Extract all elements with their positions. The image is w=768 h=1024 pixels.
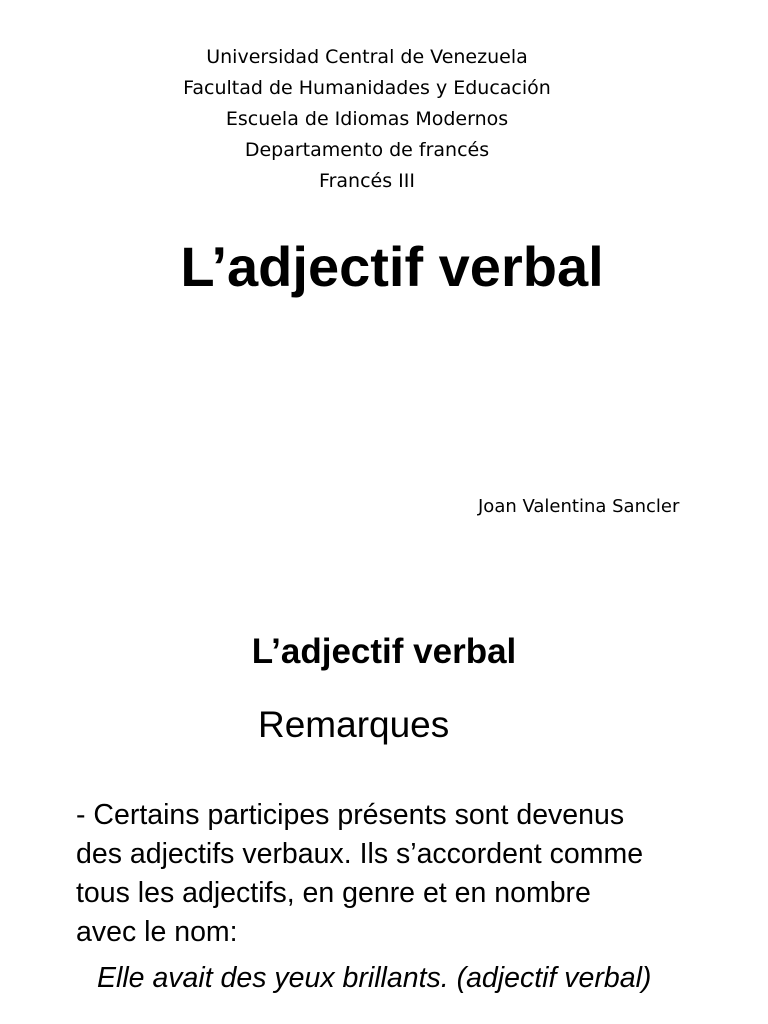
school-name: Escuela de Idiomas Modernos <box>225 108 509 130</box>
faculty-name: Facultad de Humanidades y Educación <box>183 77 551 99</box>
content-slide <box>0 560 768 1024</box>
body-line: tous les adjectifs, en genre et en nombre <box>76 877 591 909</box>
body-line: avec le nom: <box>76 916 238 948</box>
institution-header <box>0 42 734 197</box>
example-sentence: Elle avait des yeux brillants. (adjectif verbal) <box>97 962 652 994</box>
body-paragraph <box>76 796 736 952</box>
slide-subtitle: Remarques <box>258 704 450 745</box>
course-name: Francés III <box>319 170 415 192</box>
department-name: Departamento de francés <box>244 139 490 161</box>
body-line: des adjectifs verbaux. Ils s’accordent comme <box>76 838 644 870</box>
body-line: - Certains participes présents sont devenus <box>76 799 625 831</box>
author-name: Joan Valentina Sancler <box>478 496 680 517</box>
main-title: L’adjectif verbal <box>180 235 604 298</box>
university-name: Universidad Central de Venezuela <box>206 46 528 68</box>
slide-title: L’adjectif verbal <box>251 632 517 671</box>
